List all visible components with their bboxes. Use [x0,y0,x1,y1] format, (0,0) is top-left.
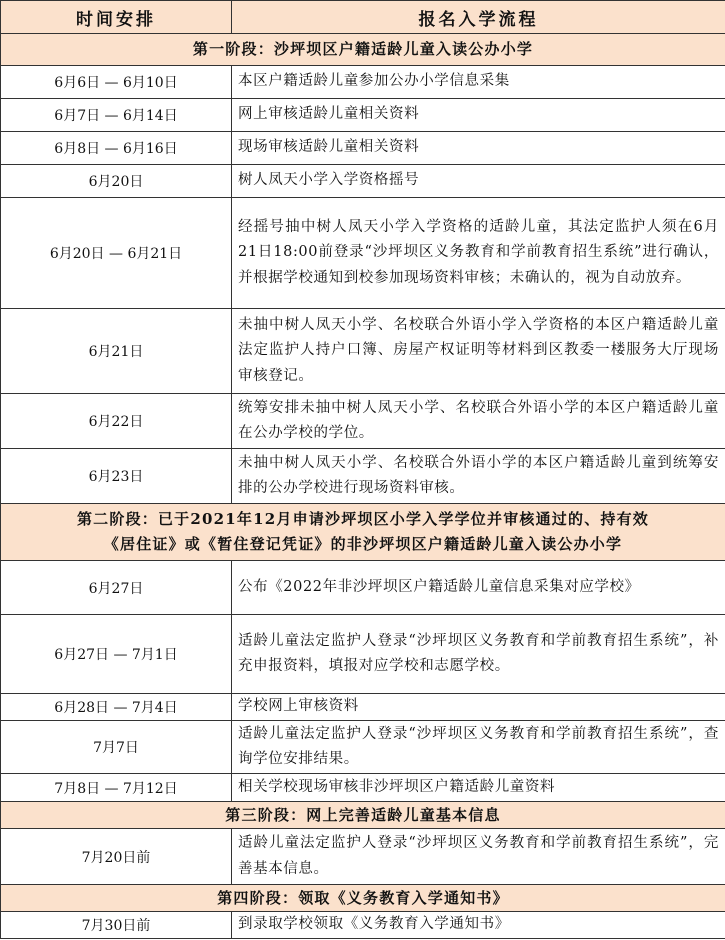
header-row [1,1,725,34]
stage2-title-line2: 《居住证》或《暂住登记凭证》的非沙坪坝区户籍适龄儿童入读公办小学 [103,535,623,553]
date-cell: 7月8日 — 7月12日 [1,774,232,802]
desc-cell: 树人凤天小学入学资格摇号 [232,165,725,198]
table-row [1,165,725,198]
date-cell: 6月7日 — 6月14日 [1,99,232,132]
date-cell: 7月20日前 [1,829,232,885]
date-cell: 6月27日 — 7月1日 [1,615,232,694]
table-row [1,694,725,721]
table-row [1,829,725,885]
desc-cell: 适龄儿童法定监护人登录“沙坪坝区义务教育和学前教育招生系统”，完善基本信息。 [232,829,725,885]
table-row [1,99,725,132]
table-row [1,615,725,694]
desc-cell: 适龄儿童法定监护人登录“沙坪坝区义务教育和学前教育招生系统”，查询学位安排结果。 [232,721,725,774]
date-cell: 7月7日 [1,721,232,774]
desc-cell: 经摇号抽中树人凤天小学入学资格的适龄儿童，其法定监护人须在6月21日18:00前登录“沙坪坝区义务教育和学前教育招生系统”进行确认，并根据学校通知到校参加现场资料审核；未确认的，视为自动放弃。 [232,198,725,309]
stage3-title: 第三阶段：网上完善适龄儿童基本信息 [1,802,725,829]
table-row [1,309,725,394]
table-row [1,774,725,802]
stage-row [1,34,725,66]
date-cell: 6月21日 [1,309,232,394]
desc-cell: 适龄儿童法定监护人登录“沙坪坝区义务教育和学前教育招生系统”，补充申报资料，填报对应学校和志愿学校。 [232,615,725,694]
table-row [1,721,725,774]
desc-cell: 学校网上审核资料 [232,694,725,721]
table-row [1,561,725,615]
stage4-title: 第四阶段：领取《义务教育入学通知书》 [1,885,725,912]
stage-row [1,504,725,561]
table-row [1,132,725,165]
stage2-title [1,504,725,561]
table-row [1,912,725,939]
date-cell: 7月30日前 [1,912,232,939]
date-cell: 6月8日 — 6月16日 [1,132,232,165]
desc-cell: 相关学校现场审核非沙坪坝区户籍适龄儿童资料 [232,774,725,802]
date-cell: 6月20日 — 6月21日 [1,198,232,309]
stage1-title: 第一阶段：沙坪坝区户籍适龄儿童入读公办小学 [1,34,725,66]
date-cell: 6月27日 [1,561,232,615]
table-row [1,449,725,504]
table-row [1,66,725,99]
date-cell: 6月22日 [1,394,232,449]
date-cell: 6月28日 — 7月4日 [1,694,232,721]
date-cell: 6月20日 [1,165,232,198]
date-cell: 6月6日 — 6月10日 [1,66,232,99]
table-row [1,394,725,449]
stage2-title-line1: 第二阶段：已于2021年12月申请沙坪坝区小学入学学位并审核通过的、持有效 [76,510,650,528]
desc-cell: 网上审核适龄儿童相关资料 [232,99,725,132]
desc-cell: 本区户籍适龄儿童参加公办小学信息采集 [232,66,725,99]
desc-cell: 到录取学校领取《义务教育入学通知书》 [232,912,725,939]
desc-cell: 公布《2022年非沙坪坝区户籍适龄儿童信息采集对应学校》 [232,561,725,615]
header-process: 报名入学流程 [232,1,725,34]
stage-row [1,802,725,829]
desc-cell: 未抽中树人凤天小学、名校联合外语小学入学资格的本区户籍适龄儿童法定监护人持户口簿、房屋产权证明等材料到区教委一楼服务大厅现场审核登记。 [232,309,725,394]
stage-row [1,885,725,912]
table-row [1,198,725,309]
date-cell: 6月23日 [1,449,232,504]
desc-cell: 未抽中树人凤天小学、名校联合外语小学的本区户籍适龄儿童到统筹安排的公办学校进行现场资料审核。 [232,449,725,504]
desc-cell: 现场审核适龄儿童相关资料 [232,132,725,165]
header-time: 时间安排 [1,1,232,34]
desc-cell: 统筹安排未抽中树人凤天小学、名校联合外语小学的本区户籍适龄儿童在公办学校的学位。 [232,394,725,449]
